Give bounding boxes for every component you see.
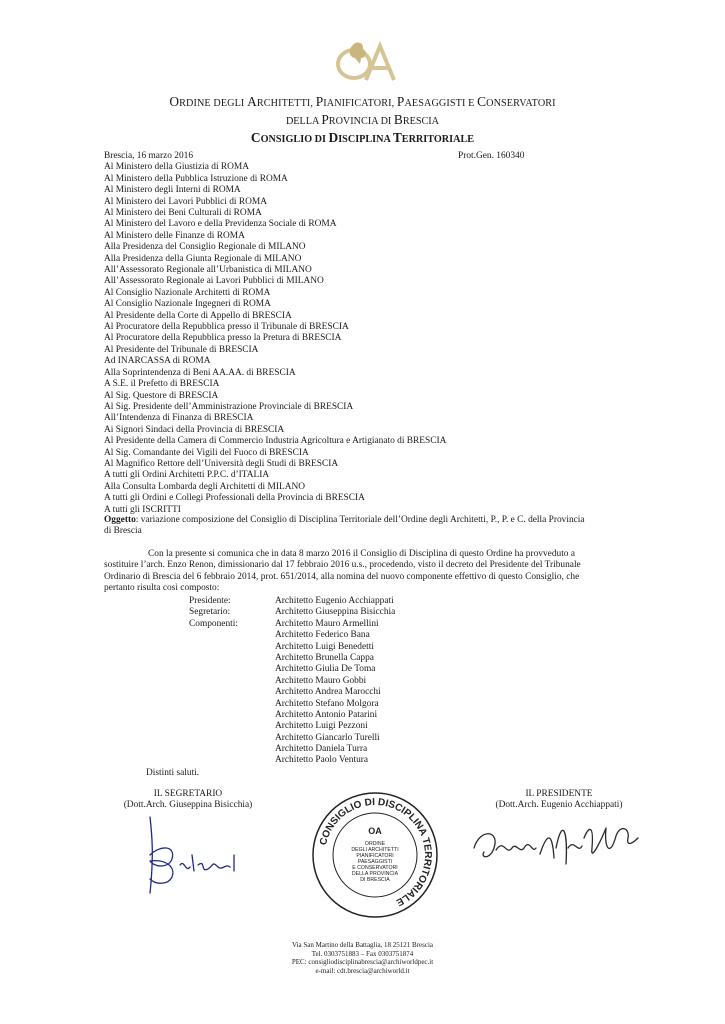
recipient-line: Al Sig. Comandante dei Vigili del Fuoco di BRESCIA bbox=[104, 447, 309, 458]
subject-text: : variazione composizione del Consiglio di Disciplina Territoriale dell’Ordine degli Architetti, P., P. e C. della Provincia di Brescia bbox=[104, 515, 585, 537]
footer-email: e-mail: cdt.brescia@archiworld.it bbox=[315, 966, 410, 975]
member-name: Architetto Paolo Ventura bbox=[275, 755, 369, 766]
subject-label: Oggetto bbox=[104, 515, 136, 525]
recipient-line: Alla Consulta Lombarda degli Architetti di MILANO bbox=[104, 481, 306, 492]
member-name: Architetto Antonio Patarini bbox=[275, 709, 378, 720]
subject bbox=[104, 515, 594, 538]
recipient-line: Al Presidente della Corte di Appello di BRESCIA bbox=[104, 310, 292, 321]
stamp-line-2: DEGLI ARCHITETTI bbox=[351, 847, 399, 853]
recipient-line: All’Assessorato Regionale all’Urbanistica di MILANO bbox=[104, 265, 312, 276]
official-stamp bbox=[310, 790, 440, 920]
recipient-line: Al Procuratore della Repubblica presso la Pretura di BRESCIA bbox=[104, 333, 342, 344]
recipient-line: A tutti gli ISCRITTI bbox=[104, 504, 181, 515]
member-name: Architetto Brunella Cappa bbox=[275, 652, 374, 663]
date-row bbox=[104, 151, 604, 162]
recipient-line: Al Magnifico Rettore dell’Università degli Studi di BRESCIA bbox=[104, 458, 339, 469]
member-name: Architetto Daniela Turra bbox=[275, 744, 368, 755]
recipient-line: Al Consiglio Nazionale Architetti di ROMA bbox=[104, 287, 271, 298]
letterhead bbox=[0, 94, 725, 148]
recipient-line: Al Ministero del Lavoro e della Previdenza Sociale di ROMA bbox=[104, 219, 337, 230]
closing: Distinti saluti. bbox=[146, 768, 200, 778]
member-name: Architetto Giuseppina Bisicchia bbox=[275, 607, 396, 618]
president-name: (Dott.Arch. Eugenio Acchiappati) bbox=[495, 800, 623, 811]
footer-address: Via San Martino della Battaglia, 18 25121 Brescia bbox=[291, 941, 434, 949]
protocol-number: Prot.Gen. 160340 bbox=[458, 151, 525, 161]
member-name: Architetto Luigi Pezzoni bbox=[275, 721, 368, 732]
recipient-line: All’Intendenza di Finanza di BRESCIA bbox=[104, 413, 254, 424]
recipient-line: Ai Signori Sindaci della Provincia di BRESCIA bbox=[104, 424, 285, 435]
stamp-line-7: DI BRESCIA bbox=[360, 877, 390, 883]
role-label: Componenti: bbox=[189, 618, 238, 629]
member-name: Architetto Eugenio Acchiappati bbox=[275, 596, 394, 606]
stamp-line-1: ORDINE bbox=[364, 841, 386, 847]
member-name: Architetto Stefano Molgora bbox=[275, 698, 379, 709]
recipient-line: Al Ministero dei Lavori Pubblici di ROMA bbox=[104, 196, 268, 207]
stamp-line-5: E CONSERVATORI bbox=[352, 865, 398, 871]
role-label: Segretario: bbox=[189, 607, 231, 618]
stamp-ring-text: CONSIGLIO DI DISCIPLINA TERRITORIALE bbox=[318, 796, 434, 908]
letterhead-line-1: ORDINE DEGLI ARCHITETTI, PIANIFICATORI, PAESAGGISTI E CONSERVATORI bbox=[169, 94, 556, 109]
recipient-line: Al Consiglio Nazionale Ingegneri di ROMA bbox=[104, 299, 271, 310]
recipient-line: A tutti gli Ordini e Collegi Professionali della Provincia di BRESCIA bbox=[104, 493, 365, 504]
role-label: Presidente: bbox=[189, 596, 231, 606]
recipient-line: Al Presidente della Camera di Commercio Industria Agricoltura e Artigianato di BRESCIA bbox=[104, 436, 447, 447]
recipient-line: Al Sig. Questore di BRESCIA bbox=[104, 390, 219, 401]
president-signature bbox=[470, 808, 640, 878]
member-name: Architetto Andrea Marocchi bbox=[275, 687, 381, 698]
member-name: Architetto Giancarlo Turelli bbox=[275, 732, 380, 743]
recipient-line: A S.E. il Prefetto di BRESCIA bbox=[104, 379, 220, 390]
footer-phone: Tel. 0303751883 – Fax 0303751874 bbox=[311, 949, 414, 958]
recipient-line: Al Ministero della Giustizia di ROMA bbox=[104, 162, 250, 173]
letterhead-line-2: DELLA PROVINCIA DI BRESCIA bbox=[285, 112, 440, 127]
stamp-line-6: DELLA PROVINCIA bbox=[351, 871, 399, 877]
secretary-title: IL SEGRETARIO bbox=[153, 789, 223, 799]
stamp-logo-letters: OA bbox=[368, 826, 382, 836]
stamp-line-3: PIANIFICATORI bbox=[356, 853, 394, 859]
secretary-block bbox=[108, 789, 268, 812]
member-name: Architetto Federico Bana bbox=[275, 630, 370, 641]
recipient-line: Al Ministero della Pubblica Istruzione di ROMA bbox=[104, 173, 288, 184]
recipient-line: Al Ministero delle Finanze di ROMA bbox=[104, 230, 245, 241]
recipient-line: Al Procuratore della Repubblica presso il Tribunale di BRESCIA bbox=[104, 322, 349, 333]
secretary-signature bbox=[136, 815, 246, 895]
body-paragraph: Con la presente si comunica che in data 8 marzo 2016 il Consiglio di Disciplina di questo Ordine ha provveduto a sostituire l’arch. Enzo Renon, dimissionario dal 17 febbraio 2016 u.s., procedendo, visto il decreto del Presidente del Tribunale Ordinario di Brescia del 6 febbraio 2014, prot. 651/2014, alla nomina del nuovo componente effettivo di questo Consiglio, che pertanto risulta così composto: bbox=[104, 549, 581, 594]
recipient-line: Alla Soprintendenza di Beni AA.AA. di BRESCIA bbox=[104, 367, 296, 378]
recipient-line: Al Ministero dei Beni Culturali di ROMA bbox=[104, 208, 262, 219]
recipient-line: Al Ministero degli Interni di ROMA bbox=[104, 185, 241, 196]
footer bbox=[0, 941, 725, 975]
president-title: IL PRESIDENTE bbox=[525, 789, 593, 799]
member-name: Architetto Mauro Gobbi bbox=[275, 675, 367, 686]
recipient-line: Al Sig. Presidente dell’Amministrazione Provinciale di BRESCIA bbox=[104, 401, 354, 412]
member-name: Architetto Mauro Armellini bbox=[275, 618, 379, 629]
recipient-line: A tutti gli Ordini Architetti P.P.C. d’ITALIA bbox=[104, 470, 270, 481]
recipient-line: Alla Presidenza del Consiglio Regionale di MILANO bbox=[104, 242, 306, 253]
footer-pec: PEC: consigliodisciplinabrescia@archiworldpec.it bbox=[291, 958, 434, 967]
recipient-line: Al Presidente del Tribunale di BRESCIA bbox=[104, 344, 259, 355]
recipient-line: Ad INARCASSA di ROMA bbox=[104, 356, 211, 367]
recipient-list bbox=[104, 162, 604, 516]
recipient-line: Alla Presidenza della Giunta Regionale di MILANO bbox=[104, 253, 302, 264]
letter-addresses bbox=[104, 151, 604, 516]
recipient-line: All’Assessorato Regionale ai Lavori Pubblici di MILANO bbox=[104, 276, 324, 287]
letterhead-line-3: CONSIGLIO DI DISCIPLINA TERRITORIALE bbox=[250, 130, 475, 145]
stamp-line-4: PAESAGGISTI bbox=[357, 859, 393, 865]
secretary-name: (Dott.Arch. Giuseppina Bisicchia) bbox=[123, 800, 253, 811]
place-date: Brescia, 16 marzo 2016 bbox=[104, 151, 194, 161]
member-name: Architetto Giulia De Toma bbox=[275, 664, 376, 675]
order-logo bbox=[330, 40, 398, 82]
member-name: Architetto Luigi Benedetti bbox=[275, 641, 374, 652]
